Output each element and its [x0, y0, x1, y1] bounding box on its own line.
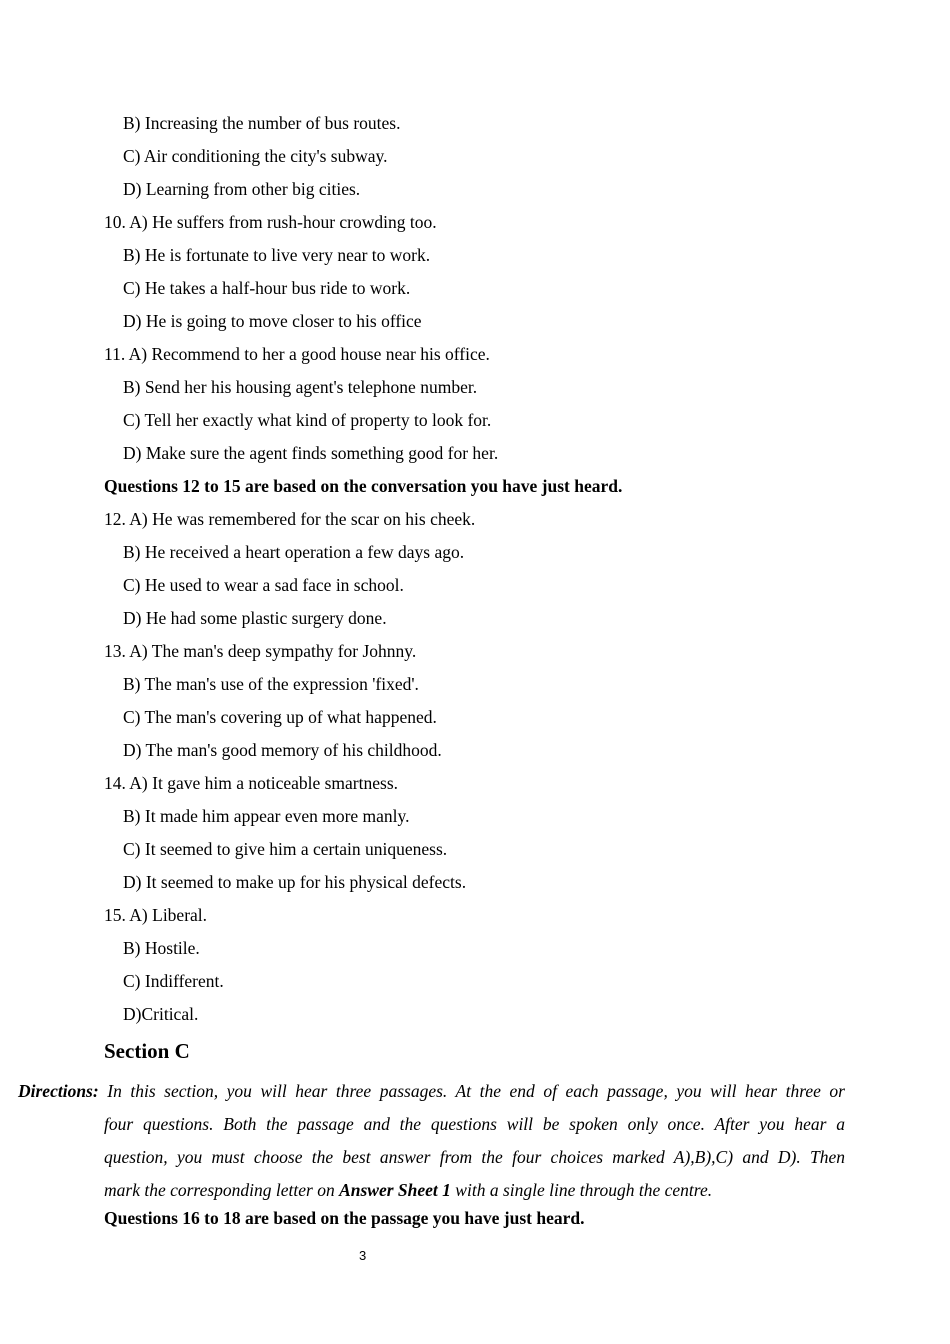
directions-text-4-pre: mark the corresponding letter on — [104, 1180, 340, 1200]
directions-text-1: In this section, you will hear three passages. At the end of each passage, you will hear three or — [98, 1081, 845, 1101]
q11-option-c: C) Tell her exactly what kind of property to look for. — [123, 410, 492, 430]
directions-line-3: question, you must choose the best answer from the four choices marked A),B),C) and D). Then — [104, 1147, 845, 1167]
directions-text-4-post: with a single line through the centre. — [450, 1180, 713, 1200]
q15-option-c: C) Indifferent. — [123, 971, 224, 991]
q14-option-c: C) It seemed to give him a certain uniqueness. — [123, 839, 448, 859]
q12-option-a: 12. A) He was remembered for the scar on his cheek. — [104, 509, 476, 529]
q15-option-b: B) Hostile. — [123, 938, 200, 958]
answer-sheet-reference: Answer Sheet 1 — [339, 1180, 451, 1200]
q13-option-b: B) The man's use of the expression 'fixed'. — [123, 674, 419, 694]
directions-line-4 — [18, 1174, 845, 1207]
q12-option-b: B) He received a heart operation a few days ago. — [123, 542, 465, 562]
directions-line-1 — [18, 1075, 845, 1108]
q9-option-c: C) Air conditioning the city's subway. — [123, 146, 388, 166]
directions-label: Directions: — [18, 1081, 99, 1101]
questions-16-18-heading: Questions 16 to 18 are based on the passage you have just heard. — [104, 1208, 585, 1228]
q10-option-d: D) He is going to move closer to his office — [123, 311, 422, 331]
q15-option-d: D)Critical. — [123, 1004, 199, 1024]
questions-12-15-heading: Questions 12 to 15 are based on the conversation you have just heard. — [104, 476, 623, 496]
q13-option-c: C) The man's covering up of what happened. — [123, 707, 437, 727]
q9-option-d: D) Learning from other big cities. — [123, 179, 361, 199]
q10-option-b: B) He is fortunate to live very near to work. — [123, 245, 431, 265]
directions-line-2: four questions. Both the passage and the questions will be spoken only once. After you hear a — [104, 1114, 845, 1134]
q10-option-a: 10. A) He suffers from rush-hour crowding too. — [104, 212, 437, 232]
section-c-directions — [18, 1075, 845, 1207]
q11-option-a: 11. A) Recommend to her a good house near his office. — [104, 344, 490, 364]
q15-option-a: 15. A) Liberal. — [104, 905, 208, 925]
q10-option-c: C) He takes a half-hour bus ride to work. — [123, 278, 411, 298]
q9-option-b: B) Increasing the number of bus routes. — [123, 113, 401, 133]
section-c-title: Section C — [104, 1039, 190, 1063]
q13-option-a: 13. A) The man's deep sympathy for Johnny. — [104, 641, 417, 661]
q12-option-d: D) He had some plastic surgery done. — [123, 608, 387, 628]
q13-option-d: D) The man's good memory of his childhood. — [123, 740, 442, 760]
q12-option-c: C) He used to wear a sad face in school. — [123, 575, 404, 595]
q14-option-b: B) It made him appear even more manly. — [123, 806, 410, 826]
q14-option-d: D) It seemed to make up for his physical defects. — [123, 872, 467, 892]
q11-option-d: D) Make sure the agent finds something good for her. — [123, 443, 499, 463]
page-number: 3 — [359, 1248, 367, 1263]
q11-option-b: B) Send her his housing agent's telephone number. — [123, 377, 478, 397]
q14-option-a: 14. A) It gave him a noticeable smartness. — [104, 773, 399, 793]
